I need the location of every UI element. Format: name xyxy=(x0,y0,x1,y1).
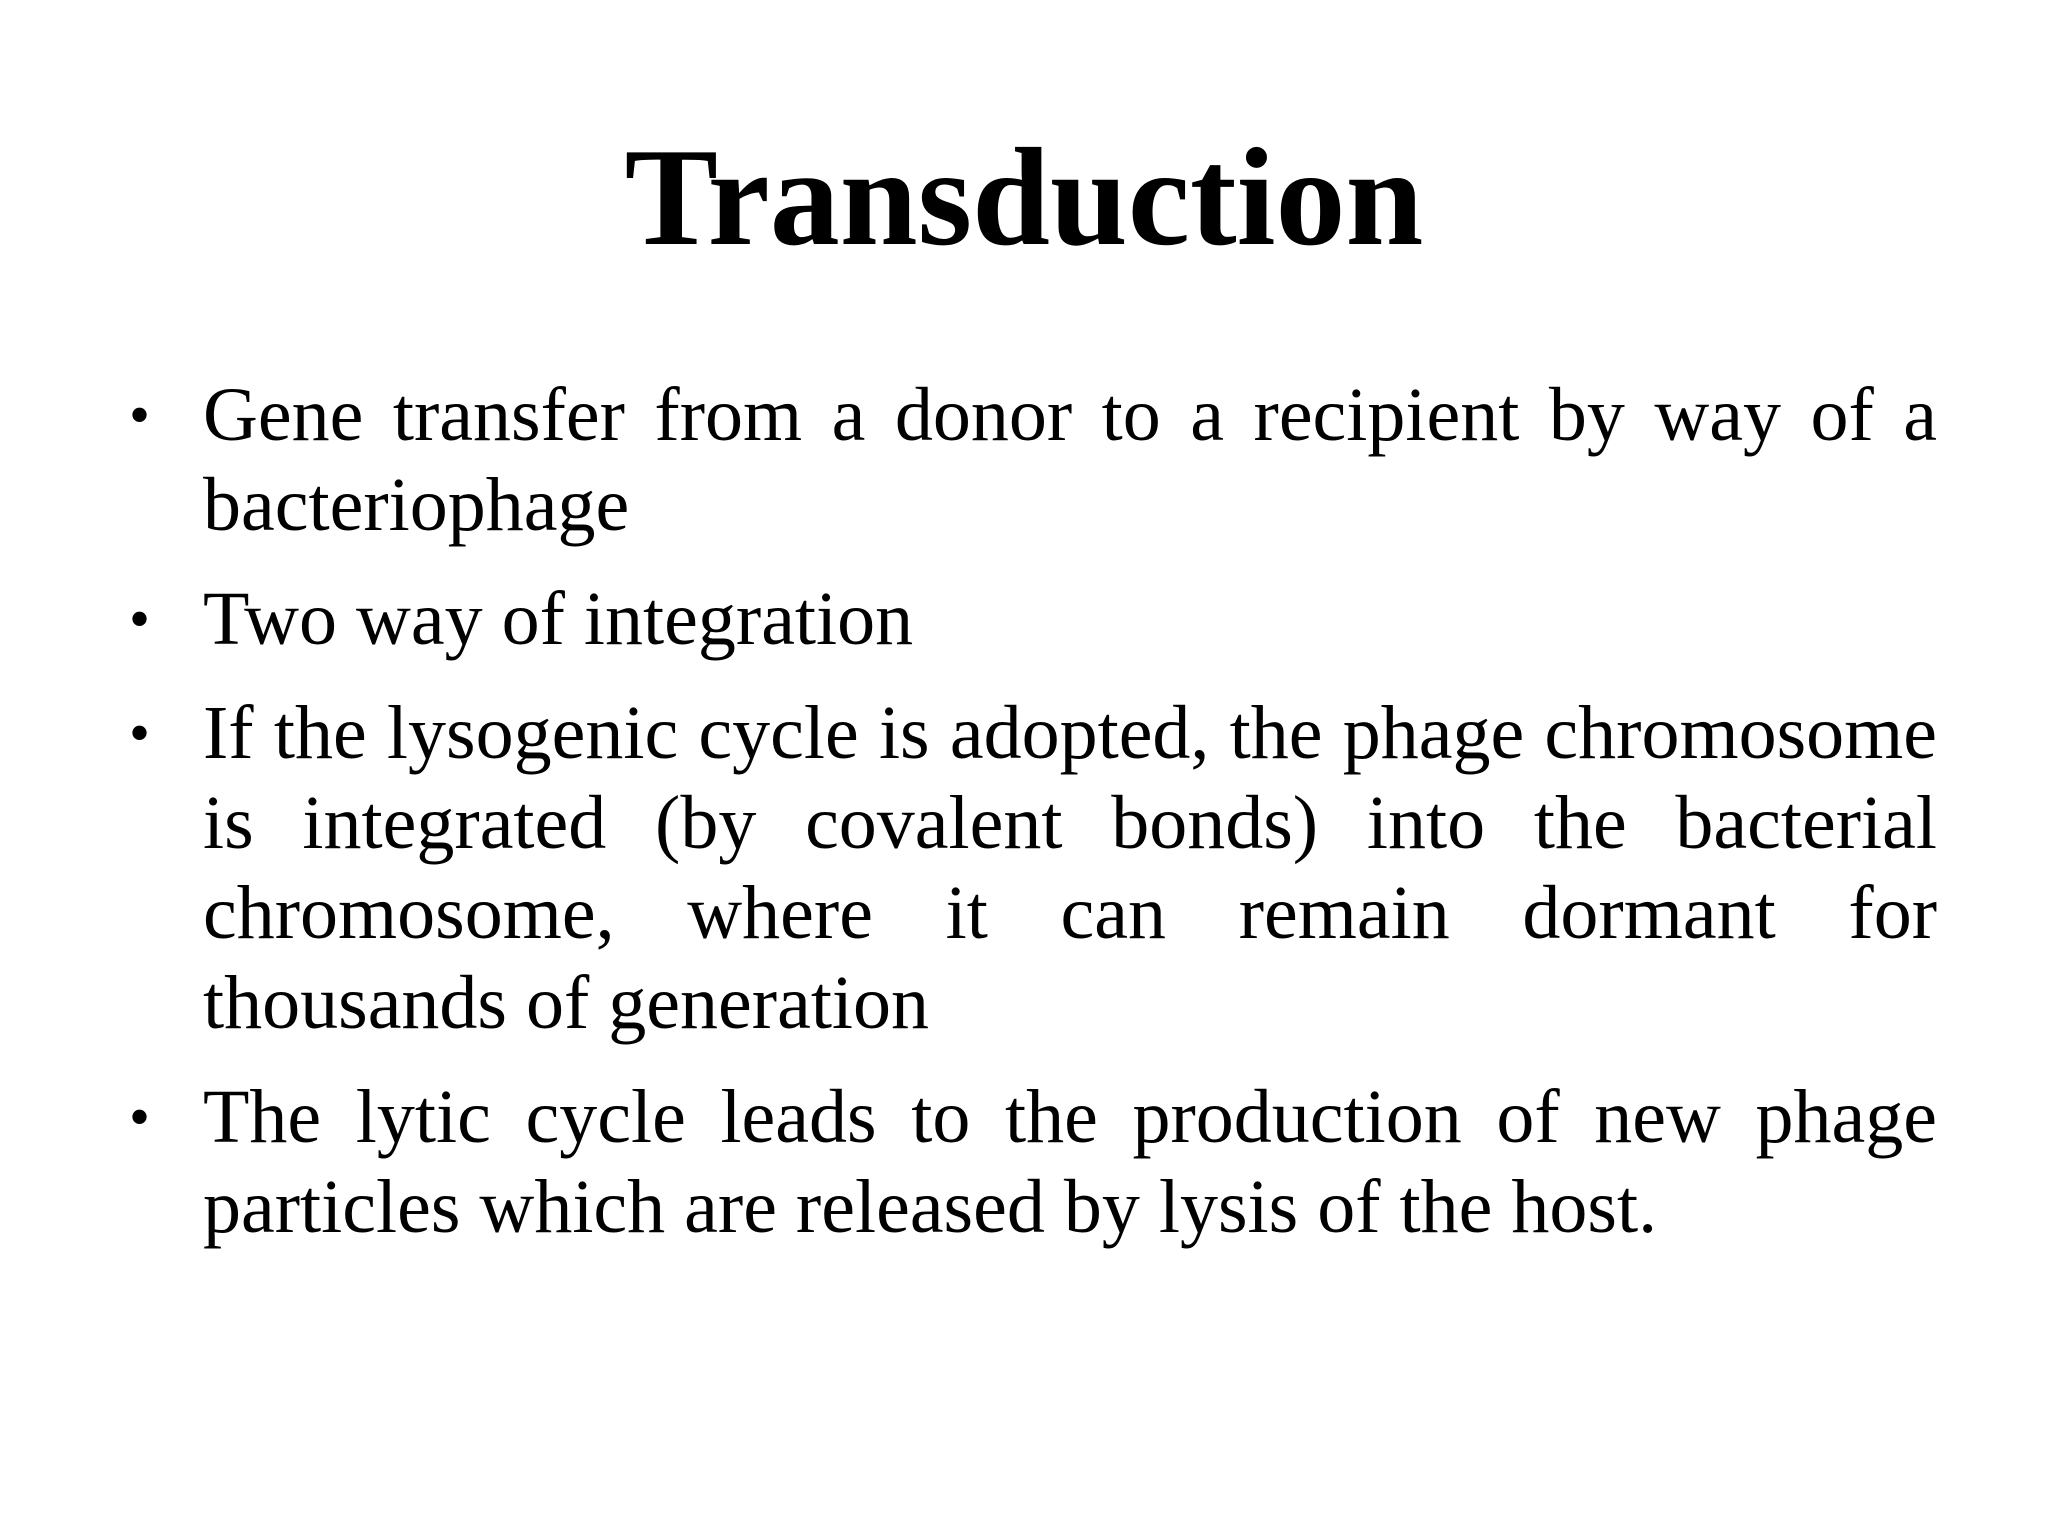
bullet-item xyxy=(125,574,1937,664)
bullet-dot-icon: • xyxy=(129,700,151,766)
bullet-list xyxy=(125,370,1937,1276)
bullet-item xyxy=(125,370,1937,550)
bullet-text: If the lysogenic cycle is adopted, the phage chromosome is integrated (by covalent bonds) into the bacterial chromosome, where it can remain dormant for thousands of generation xyxy=(203,691,1937,1045)
bullet-dot-icon: • xyxy=(129,1084,151,1150)
slide-title: Transduction xyxy=(624,120,1424,275)
bullet-text: Two way of integration xyxy=(203,577,914,661)
bullet-item xyxy=(125,1072,1937,1252)
bullet-dot-icon: • xyxy=(129,382,151,448)
bullet-text: The lytic cycle leads to the production of new phage particles which are released by lysis of the host. xyxy=(203,1075,1937,1249)
bullet-dot-icon: • xyxy=(129,586,151,652)
bullet-item xyxy=(125,688,1937,1048)
bullet-text: Gene transfer from a donor to a recipient by way of a bacteriophage xyxy=(203,373,1937,547)
